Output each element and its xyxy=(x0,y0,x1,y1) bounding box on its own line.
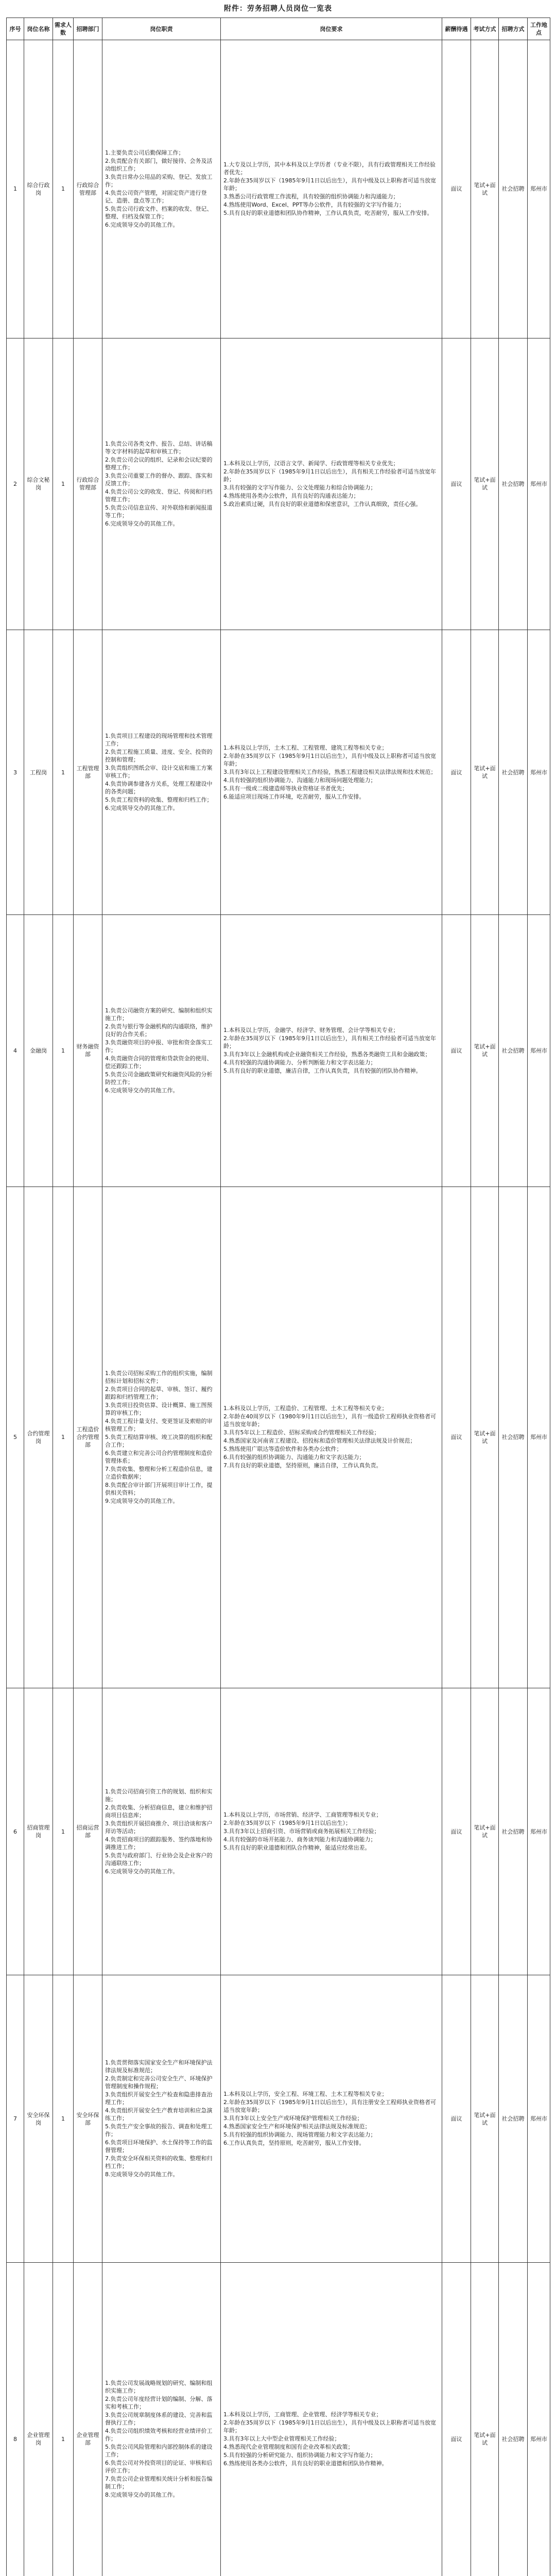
duty-line: 1.负责公司招商引资工作的规划、组织和实施； xyxy=(105,1788,213,1803)
table-row xyxy=(7,630,550,914)
cell-exam: 笔试+面试 xyxy=(471,915,499,1187)
duty-line: 2.负责配合有关部门，做好接待、会务及活动组织工作； xyxy=(105,157,213,172)
cell-pay: 面议 xyxy=(442,2262,471,2576)
cell-requirements xyxy=(221,1688,442,1975)
duty-line: 6.完成领导交办的其他工作。 xyxy=(105,805,179,811)
duty-line: 6.负责建立和完善公司合约管理制度和造价管理体系； xyxy=(105,1449,213,1464)
col-header: 招聘部门 xyxy=(74,18,102,40)
duty-line: 2.负责制定和完善公司安全生产、环境保护管理制度和操作规程； xyxy=(105,2075,213,2090)
duty-line: 7.负责安全环保相关资料的收集、整理和归档工作； xyxy=(105,2155,213,2170)
duty-line: 1.负责公司招标采购工作的组织实施，编制招标计划和招标文件； xyxy=(105,1369,213,1384)
duty-line: 6.完成领导交办的其他工作。 xyxy=(105,221,179,228)
cell-duties xyxy=(102,2262,221,2576)
cell-place: 郑州市 xyxy=(528,915,550,1187)
table-row xyxy=(7,2262,550,2576)
cell-count: 1 xyxy=(53,2262,74,2576)
table-row xyxy=(7,915,550,1187)
requirement-line: 4.熟练使用各类办公软件，具有良好的沟通表达能力； xyxy=(223,492,359,499)
duty-line: 2.负责公司年度经营计划的编制、分解、落实和考核工作； xyxy=(105,2395,213,2410)
cell-method: 社会招聘 xyxy=(499,1187,528,1688)
table-row xyxy=(7,1688,550,1975)
cell-dept: 财务融资部 xyxy=(74,915,102,1187)
cell-no: 5 xyxy=(7,1187,24,1688)
cell-duties xyxy=(102,1187,221,1688)
duty-line: 7.负责收集、整理和分析工程造价信息，建立造价数据库； xyxy=(105,1465,213,1480)
duty-line: 1.负责公司各类文件、报告、总结、讲话稿等文字材料的起草和审核工作； xyxy=(105,440,213,455)
duty-line: 7.负责公司企业管理相关统计分析和报告编制工作； xyxy=(105,2475,213,2490)
col-header: 岗位名称 xyxy=(24,18,53,40)
duty-line: 6.完成领导交办的其他工作。 xyxy=(105,1868,179,1875)
requirement-line: 5.具有较强的分析研究能力、组织协调能力和文字写作能力； xyxy=(223,2451,376,2459)
requirement-line: 2.年龄在40周岁以下（1980年9月1日以后出生），具有一级造价工程师执业资格者可适当放宽年龄； xyxy=(223,1413,436,1428)
requirement-line: 3.具有3年以上安全生产或环境保护管理相关工作经验； xyxy=(223,2115,363,2122)
requirement-line: 2.年龄在35周岁以下（1985年9月1日以后出生），具有中级及以上职称者可适当放宽年龄； xyxy=(223,177,436,192)
duty-line: 6.完成领导交办的其他工作。 xyxy=(105,1087,179,1094)
cell-requirements xyxy=(221,2262,442,2576)
duty-line: 4.负责融资合同的管理和贷款资金的使用、偿还跟踪工作； xyxy=(105,1055,213,1070)
duty-line: 4.负责公司组织绩效考核和经营业绩评价工作； xyxy=(105,2427,213,2442)
duty-line: 2.负责工程施工质量、进度、安全、投资的控制和管理； xyxy=(105,749,213,763)
cell-place: 郑州市 xyxy=(528,1975,550,2262)
cell-method: 社会招聘 xyxy=(499,915,528,1187)
requirement-line: 1.本科及以上学历，安全工程、环境工程、土木工程等相关专业； xyxy=(223,2091,388,2098)
cell-count: 1 xyxy=(53,1187,74,1688)
requirement-line: 4.具有较强的组织协调能力、沟通能力和现场问题处理能力； xyxy=(223,776,376,784)
duty-line: 3.负责项目投资估算、设计概算、施工图预算的审核工作； xyxy=(105,1401,213,1416)
cell-count: 1 xyxy=(53,1975,74,2262)
cell-position-name: 企业管理岗 xyxy=(24,2262,53,2576)
cell-no: 7 xyxy=(7,1975,24,2262)
col-header: 需求人数 xyxy=(53,18,74,40)
col-header: 考试方式 xyxy=(471,18,499,40)
requirement-line: 6.熟练使用各类办公软件，具有良好的职业道德和团队协作精神。 xyxy=(223,2460,388,2467)
requirement-line: 5.具有一级或二级建造师等执业资格证书者优先； xyxy=(223,785,348,792)
cell-no: 3 xyxy=(7,630,24,914)
cell-position-name: 招商管理岗 xyxy=(24,1688,53,1975)
requirement-line: 5.熟练使用广联达等造价软件和各类办公软件； xyxy=(223,1446,342,1453)
cell-method: 社会招聘 xyxy=(499,2262,528,2576)
requirement-line: 1.本科及以上学历，工程造价、工程管理、土木工程等相关专业； xyxy=(223,1405,388,1412)
cell-duties xyxy=(102,338,221,630)
duty-line: 6.完成领导交办的其他工作。 xyxy=(105,520,179,527)
requirement-line: 1.本科及以上学历，市场营销、经济学、工商管理等相关专业； xyxy=(223,1811,382,1819)
cell-dept: 工程管理部 xyxy=(74,630,102,914)
requirement-line: 5.政治素质过硬，具有良好的职业道德和保密意识，工作认真细致，责任心强。 xyxy=(223,500,422,507)
duty-line: 2.负责收集、分析招商信息，建立和维护招商项目信息库； xyxy=(105,1804,213,1819)
duty-line: 8.完成领导交办的其他工作。 xyxy=(105,2171,179,2178)
cell-exam: 笔试+面试 xyxy=(471,1688,499,1975)
cell-duties xyxy=(102,1975,221,2262)
duty-line: 4.负责公司资产管理，对固定资产进行登记、造册、盘点等工作； xyxy=(105,189,207,204)
duty-line: 4.负责招商项目的跟踪服务、签约落地和协调推进工作； xyxy=(105,1836,213,1851)
cell-method: 社会招聘 xyxy=(499,1688,528,1975)
cell-pay: 面议 xyxy=(442,1187,471,1688)
cell-count: 1 xyxy=(53,338,74,630)
requirement-line: 4.熟练使用Word、Excel、PPT等办公软件，具有较强的文字写作能力； xyxy=(223,201,405,208)
cell-dept: 行政综合管理部 xyxy=(74,40,102,338)
duty-line: 2.负责与银行等金融机构的沟通联络，维护良好的合作关系； xyxy=(105,1023,213,1038)
col-header: 岗位要求 xyxy=(221,18,442,40)
duty-line: 4.负责工程计量支付、变更签证及索赔的审核管理工作； xyxy=(105,1417,213,1432)
cell-place: 郑州市 xyxy=(528,40,550,338)
col-header: 工作地点 xyxy=(528,18,550,40)
cell-dept: 工程造价合约管理部 xyxy=(74,1187,102,1688)
duty-line: 6.负责公司对外投资项目的论证、审核和后评价工作； xyxy=(105,2459,213,2474)
duty-line: 3.负责日常办公用品的采购、登记、发放工作； xyxy=(105,173,213,188)
cell-dept: 企业管理部 xyxy=(74,2262,102,2576)
duty-line: 3.负责组织开展招商推介、项目洽谈和客户拜访等活动； xyxy=(105,1820,213,1835)
requirement-line: 6.具有较强的组织协调能力、沟通能力和文字表达能力； xyxy=(223,1454,365,1461)
requirement-line: 2.年龄在35周岁以下（1985年9月1日以后出生），具有相关工作经验者可适当放宽年龄； xyxy=(223,468,436,483)
duty-line: 5.负责生产安全事故的报告、调查和处理工作； xyxy=(105,2123,213,2138)
requirement-line: 1.本科及以上学历，汉语言文学、新闻学、行政管理等相关专业优先； xyxy=(223,460,399,467)
duty-line: 4.负责公司公文的收发、登记、传阅和归档管理工作； xyxy=(105,488,213,503)
cell-count: 1 xyxy=(53,915,74,1187)
duty-line: 6.负责项目环境保护、水土保持等工作的监督管理； xyxy=(105,2139,213,2154)
requirement-line: 6.工作认真负责，坚持原则，吃苦耐劳，服从工作安排。 xyxy=(223,2140,365,2147)
table-row xyxy=(7,338,550,630)
cell-requirements xyxy=(221,1975,442,2262)
requirement-line: 5.具有良好的职业道德和团队合作精神，能适应经常出差。 xyxy=(223,1844,371,1852)
cell-no: 4 xyxy=(7,915,24,1187)
requirement-line: 1.大专及以上学历，其中本科及以上学历者（专业不限），具有行政管理相关工作经验者优先； xyxy=(223,161,436,176)
cell-requirements xyxy=(221,630,442,914)
requirement-line: 1.本科及以上学历，工商管理、企业管理、经济学等相关专业； xyxy=(223,2411,382,2418)
cell-no: 2 xyxy=(7,338,24,630)
duty-line: 1.负责公司发展战略规划的研究、编制和组织实施工作； xyxy=(105,2379,213,2394)
requirement-line: 2.年龄在35周岁以下（1985年9月1日以后出生），具有相关工作经验者可适当放宽年龄； xyxy=(223,1035,436,1049)
duty-line: 5.负责公司行政文件、档案的收发、登记、整理、归档及保管工作； xyxy=(105,205,213,220)
duty-line: 1.主要负责公司后勤保障工作； xyxy=(105,149,184,156)
col-header: 序号 xyxy=(7,18,24,40)
cell-exam: 笔试+面试 xyxy=(471,338,499,630)
positions-table xyxy=(6,18,550,2576)
cell-exam: 笔试+面试 xyxy=(471,1975,499,2262)
requirement-line: 4.熟悉国家及河南省工程建设、招投标和造价管理相关法律法规及计价规范； xyxy=(223,1437,416,1445)
cell-no: 1 xyxy=(7,40,24,338)
requirement-line: 5.具有良好的职业道德和团队协作精神，工作认真负责，吃苦耐劳，服从工作安排。 xyxy=(223,209,433,216)
cell-position-name: 合约管理岗 xyxy=(24,1187,53,1688)
cell-dept: 行政综合管理部 xyxy=(74,338,102,630)
requirement-line: 5.具有较强的组织协调能力、现场管理能力和文字表达能力； xyxy=(223,2131,376,2139)
cell-exam: 笔试+面试 xyxy=(471,2262,499,2576)
cell-exam: 笔试+面试 xyxy=(471,630,499,914)
requirement-line: 1.本科及以上学历，金融学、经济学、财务管理、会计学等相关专业； xyxy=(223,1026,399,1033)
cell-method: 社会招聘 xyxy=(499,338,528,630)
requirement-line: 2.年龄在35周岁以下（1985年9月1日以后出生），具有中级及以上职称者可适当放宽年龄； xyxy=(223,2419,436,2434)
requirement-line: 2.年龄在35周岁以下（1985年9月1日以后出生），具有注册安全工程师执业资格者可适当放宽年龄； xyxy=(223,2099,436,2114)
duty-line: 1.负责公司融资方案的研究、编制和组织实施工作； xyxy=(105,1007,213,1022)
col-header: 薪酬待遇 xyxy=(442,18,471,40)
duty-line: 1.负责项目工程建设的现场管理和技术管理工作； xyxy=(105,733,213,747)
requirement-line: 3.具有3年以上金融机构或企业融资相关工作经验，熟悉各类融资工具和金融政策； xyxy=(223,1050,431,1058)
cell-pay: 面议 xyxy=(442,1688,471,1975)
table-row xyxy=(7,1187,550,1688)
cell-requirements xyxy=(221,40,442,338)
duty-line: 3.负责组织开展安全生产检查和隐患排查治理工作； xyxy=(105,2091,213,2106)
cell-position-name: 综合行政岗 xyxy=(24,40,53,338)
cell-place: 郑州市 xyxy=(528,630,550,914)
cell-pay: 面议 xyxy=(442,1975,471,2262)
requirement-line: 5.具有良好的职业道德，廉洁自律，工作认真负责，具有较强的团队协作精神。 xyxy=(223,1067,422,1074)
cell-exam: 笔试+面试 xyxy=(471,40,499,338)
requirement-line: 2.年龄在35周岁以下（1985年9月1日以后出生），具有中级及以上职称者可适当放宽年龄； xyxy=(223,752,436,767)
duty-line: 3.负责公司规章制度体系的建设、完善和监督执行工作； xyxy=(105,2411,213,2426)
duty-line: 8.负责配合审计部门开展项目审计工作，提供相关资料； xyxy=(105,1481,213,1496)
cell-place: 郑州市 xyxy=(528,2262,550,2576)
requirement-line: 3.熟悉公司行政管理工作流程，具有较强的组织协调能力和沟通能力； xyxy=(223,193,399,200)
cell-pay: 面议 xyxy=(442,915,471,1187)
duty-line: 3.负责组织图纸会审、设计交底和施工方案审核工作； xyxy=(105,765,213,779)
duty-line: 5.负责与政府部门、行业协会及企业客户的沟通联络工作； xyxy=(105,1852,213,1867)
requirement-line: 3.具有3年以上大中型企业管理相关工作经验； xyxy=(223,2435,340,2442)
cell-no: 6 xyxy=(7,1688,24,1975)
cell-duties xyxy=(102,40,221,338)
duty-line: 2.负责公司会议的组织、记录和会议纪要的整理工作； xyxy=(105,456,213,471)
cell-pay: 面议 xyxy=(442,338,471,630)
duty-line: 3.负责公司重要工作的督办、跟踪、落实和反馈工作； xyxy=(105,472,213,487)
cell-count: 1 xyxy=(53,40,74,338)
requirement-line: 6.能适应项目现场工作环境，吃苦耐劳，服从工作安排。 xyxy=(223,793,365,800)
duty-line: 3.负责融资项目的申报、审批和资金落实工作； xyxy=(105,1039,213,1054)
cell-method: 社会招聘 xyxy=(499,1975,528,2262)
requirement-line: 3.具有3年以上工程建设管理相关工作经验，熟悉工程建设相关法律法规和技术规范； xyxy=(223,768,437,775)
requirement-line: 7.具有良好的职业道德，坚持原则，廉洁自律，工作认真负责。 xyxy=(223,1462,382,1469)
requirement-line: 4.具有较强的市场开拓能力、商务谈判能力和沟通协调能力； xyxy=(223,1836,376,1843)
cell-place: 郑州市 xyxy=(528,1187,550,1688)
cell-requirements xyxy=(221,338,442,630)
cell-position-name: 安全环保岗 xyxy=(24,1975,53,2262)
document-title: 附件：劳务招聘人员岗位一览表 xyxy=(224,5,332,13)
table-row xyxy=(7,40,550,338)
cell-pay: 面议 xyxy=(442,630,471,914)
duty-line: 5.负责公司风险管理和内部控制体系的建设工作； xyxy=(105,2443,213,2458)
duty-line: 5.负责公司金融政策研究和融资风险的分析防控工作； xyxy=(105,1071,213,1086)
cell-pay: 面议 xyxy=(442,40,471,338)
cell-duties xyxy=(102,630,221,914)
cell-dept: 安全环保部 xyxy=(74,1975,102,2262)
requirement-line: 4.具有较强的沟通协调能力、分析判断能力和文字表达能力； xyxy=(223,1059,376,1066)
duty-line: 4.负责组织开展安全生产教育培训和应急演练工作； xyxy=(105,2107,213,2122)
cell-count: 1 xyxy=(53,630,74,914)
cell-place: 郑州市 xyxy=(528,338,550,630)
duty-line: 1.负责贯彻落实国家安全生产和环境保护法律法规及标准规范； xyxy=(105,2059,213,2074)
cell-count: 1 xyxy=(53,1688,74,1975)
header-row xyxy=(7,18,550,40)
cell-no: 8 xyxy=(7,2262,24,2576)
cell-place: 郑州市 xyxy=(528,1688,550,1975)
cell-method: 社会招聘 xyxy=(499,630,528,914)
col-header: 招聘方式 xyxy=(499,18,528,40)
duty-line: 4.负责协调参建各方关系，处理工程建设中的各类问题； xyxy=(105,781,213,795)
requirement-line: 2.年龄在35周岁以下（1985年9月1日以后出生）； xyxy=(223,1820,351,1827)
requirement-line: 4.熟悉国家安全生产和环境保护相关法律法规及标准规范； xyxy=(223,2123,371,2130)
duty-line: 5.负责工程结算审核、竣工决算的组织和配合工作； xyxy=(105,1433,213,1448)
table-body xyxy=(7,40,550,2576)
duty-line: 5.负责公司信息宣传、对外联络和新闻报道等工作； xyxy=(105,504,213,519)
duty-line: 9.完成领导交办的其他工作。 xyxy=(105,1497,179,1504)
cell-exam: 笔试+面试 xyxy=(471,1187,499,1688)
cell-method: 社会招聘 xyxy=(499,40,528,338)
cell-dept: 招商运营部 xyxy=(74,1688,102,1975)
duty-line: 8.完成领导交办的其他工作。 xyxy=(105,2491,179,2498)
duty-line: 5.负责工程资料的收集、整理和归档工作； xyxy=(105,796,213,803)
cell-duties xyxy=(102,915,221,1187)
duty-line: 2.负责项目合同的起草、审核、签订、履约跟踪和归档管理工作； xyxy=(105,1385,213,1400)
requirement-line: 3.具有较强的文字写作能力、公文处理能力和综合协调能力； xyxy=(223,484,376,491)
cell-requirements xyxy=(221,915,442,1187)
cell-position-name: 综合文秘岗 xyxy=(24,338,53,630)
cell-requirements xyxy=(221,1187,442,1688)
table-row xyxy=(7,1975,550,2262)
cell-duties xyxy=(102,1688,221,1975)
requirement-line: 4.熟悉现代企业管理制度和国有企业改革相关政策； xyxy=(223,2443,354,2450)
cell-position-name: 工程岗 xyxy=(24,630,53,914)
requirement-line: 3.具有5年以上工程造价、招标采购或合约管理相关工作经验； xyxy=(223,1429,380,1436)
col-header: 岗位职责 xyxy=(102,18,221,40)
requirement-line: 1.本科及以上学历，土木工程、工程管理、建筑工程等相关专业； xyxy=(223,744,388,751)
requirement-line: 3.具有3年以上招商引资、市场营销或商务拓展相关工作经验； xyxy=(223,1828,380,1835)
cell-position-name: 金融岗 xyxy=(24,915,53,1187)
